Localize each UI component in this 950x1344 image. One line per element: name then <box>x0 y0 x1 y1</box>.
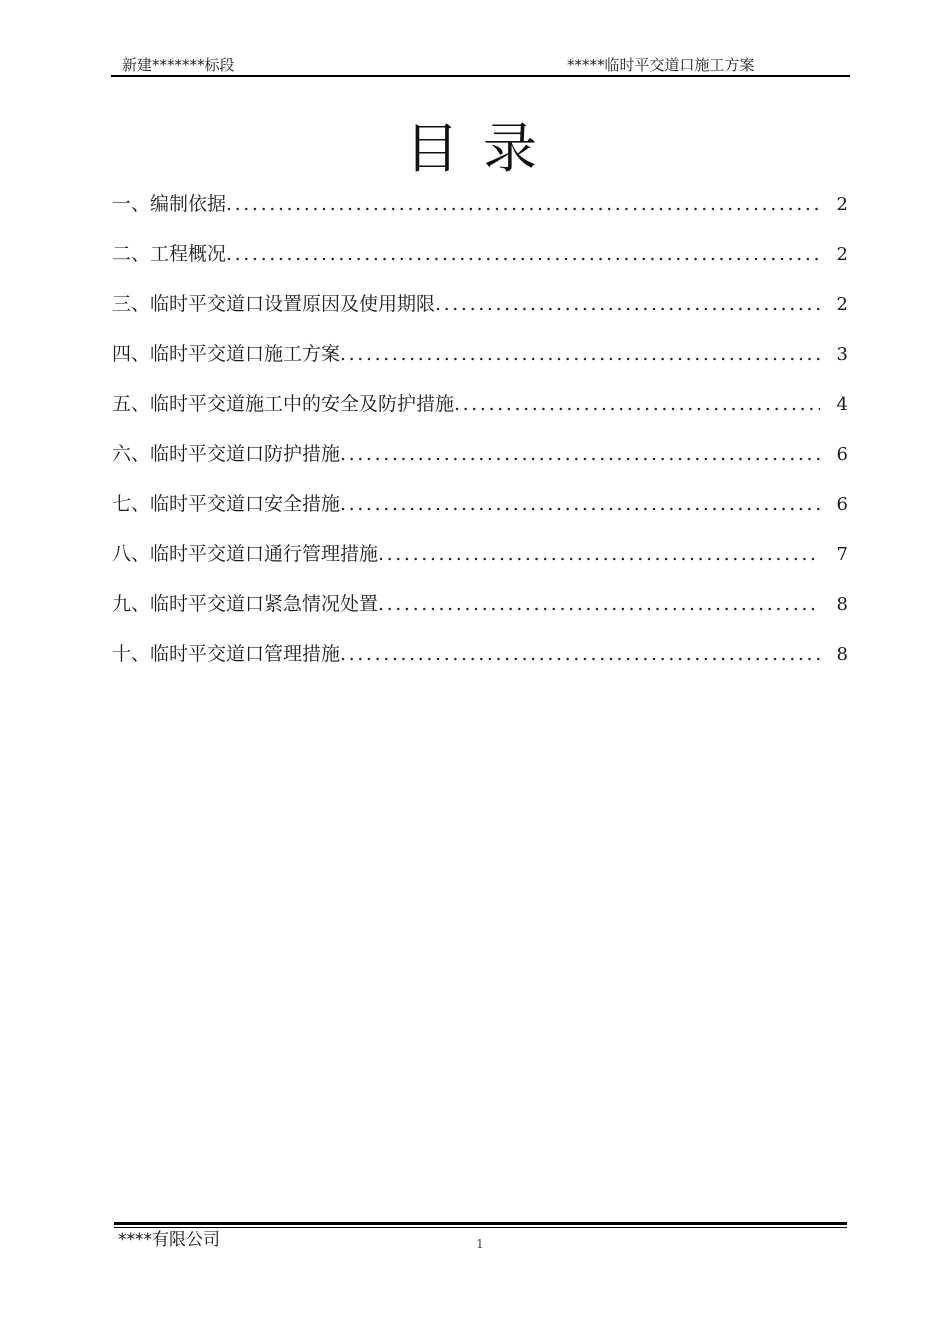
toc-page-number: 8 <box>836 594 848 615</box>
toc-page-number: 2 <box>836 194 848 215</box>
toc-entry-label: 九、临时平交道口紧急情况处置 <box>112 593 379 615</box>
toc-dot-leader <box>226 190 820 218</box>
toc-dot-leader <box>226 240 820 268</box>
footer-divider-thin <box>114 1227 847 1228</box>
toc-entry[interactable] <box>112 290 848 340</box>
page-title: 目录 <box>405 117 561 181</box>
toc-dot-leader <box>435 290 820 318</box>
table-of-contents <box>112 190 848 690</box>
toc-entry-label: 四、临时平交道口施工方案 <box>112 343 341 365</box>
toc-dot-leader <box>340 490 820 518</box>
toc-dot-leader <box>340 440 820 468</box>
toc-entry[interactable] <box>112 440 848 490</box>
toc-page-number: 3 <box>836 344 848 365</box>
toc-entry-label: 八、临时平交道口通行管理措施 <box>112 543 379 565</box>
toc-entry[interactable] <box>112 340 848 390</box>
toc-dot-leader <box>378 590 820 618</box>
footer-company-name: ****有限公司 <box>118 1230 220 1250</box>
toc-page-number: 2 <box>836 294 848 315</box>
toc-entry-label: 六、临时平交道口防护措施 <box>112 443 341 465</box>
toc-entry[interactable] <box>112 240 848 290</box>
footer-page-number: 1 <box>476 1237 484 1251</box>
toc-entry-label: 七、临时平交道口安全措施 <box>112 493 341 515</box>
toc-entry[interactable] <box>112 190 848 240</box>
header-divider <box>111 75 850 77</box>
toc-entry-label: 一、编制依据 <box>112 193 227 215</box>
toc-entry[interactable] <box>112 540 848 590</box>
footer-divider-thick <box>114 1222 847 1225</box>
toc-entry-label: 十、临时平交道口管理措施 <box>112 643 341 665</box>
toc-entry[interactable] <box>112 390 848 440</box>
header-left-text: 新建*******标段 <box>122 56 235 74</box>
toc-page-number: 6 <box>836 444 848 465</box>
toc-dot-leader <box>454 390 820 418</box>
toc-entry-label: 五、临时平交道施工中的安全及防护措施 <box>112 393 455 415</box>
toc-entry-label: 二、工程概况 <box>112 243 227 265</box>
toc-dot-leader <box>340 640 820 668</box>
toc-dot-leader <box>340 340 820 368</box>
toc-entry[interactable] <box>112 590 848 640</box>
toc-dot-leader <box>378 540 820 568</box>
toc-entry[interactable] <box>112 490 848 540</box>
toc-page-number: 7 <box>836 544 848 565</box>
toc-page-number: 2 <box>836 244 848 265</box>
toc-page-number: 4 <box>836 394 848 415</box>
header-right-text: *****临时平交道口施工方案 <box>567 56 755 74</box>
toc-entry-label: 三、临时平交道口设置原因及使用期限 <box>112 293 436 315</box>
toc-page-number: 6 <box>836 494 848 515</box>
toc-page-number: 8 <box>836 644 848 665</box>
toc-entry[interactable] <box>112 640 848 690</box>
